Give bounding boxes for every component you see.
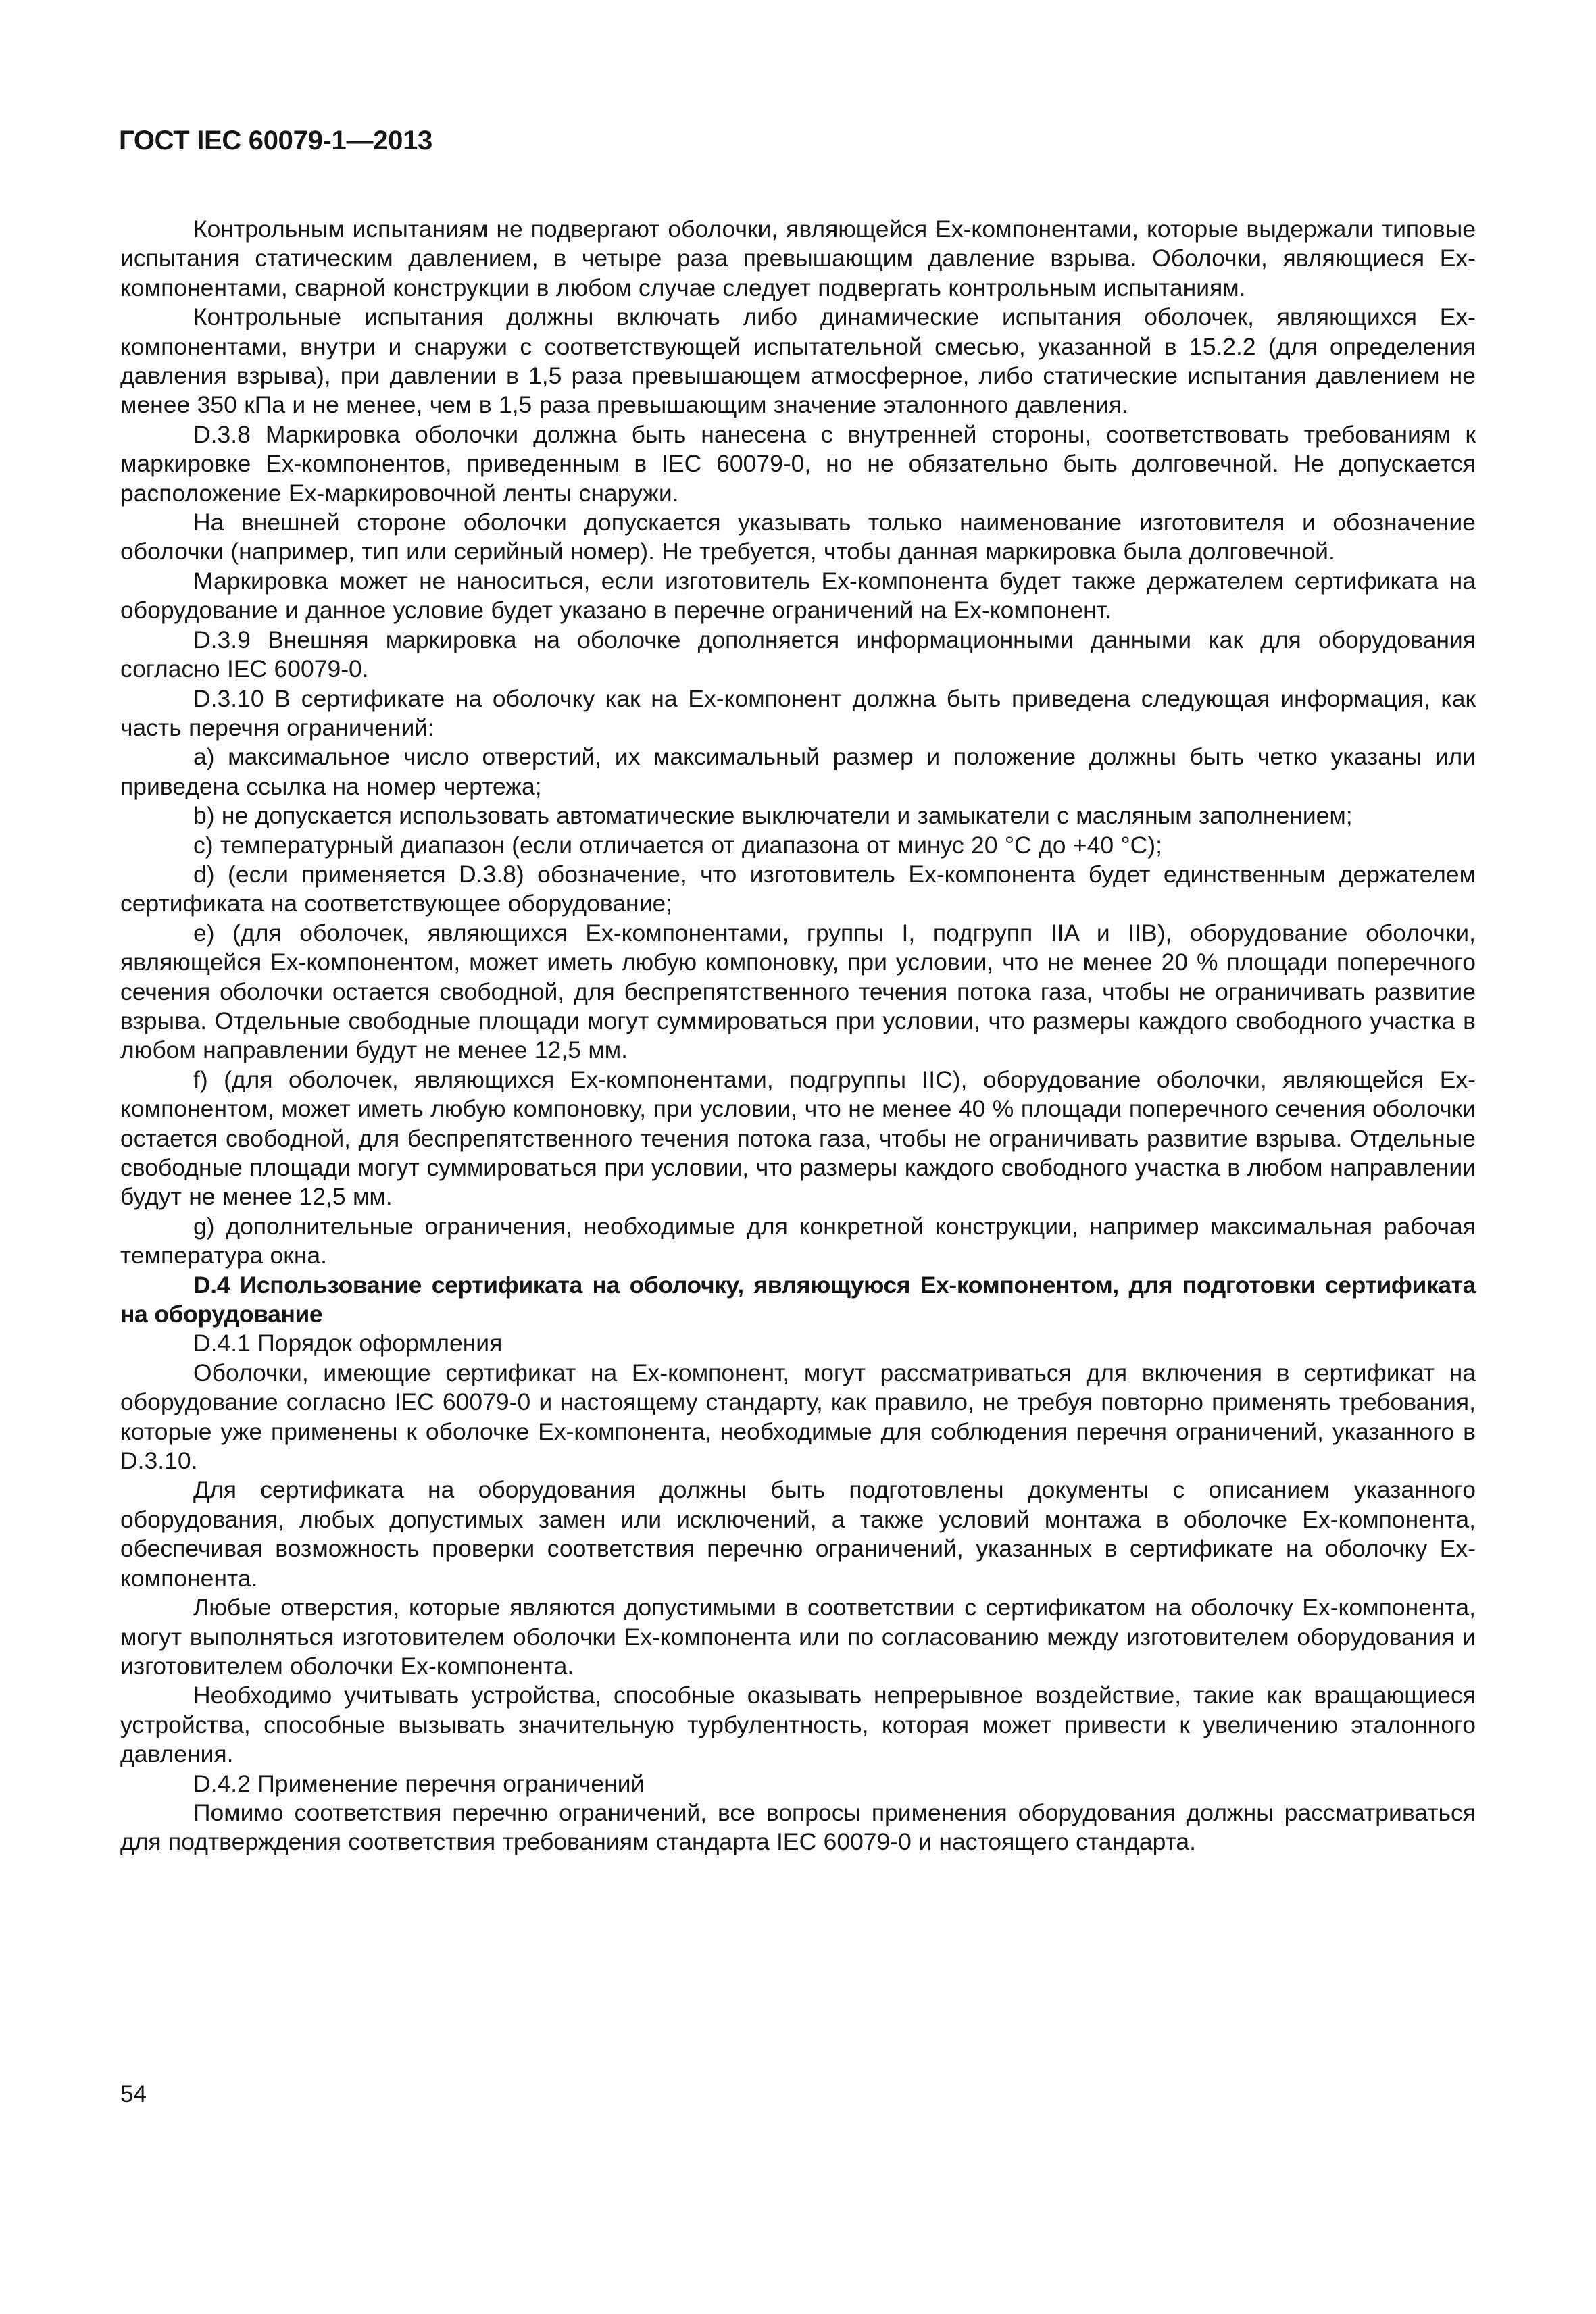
body-paragraph: e) (для оболочек, являющихся Ex-компонентами, группы I, подгрупп IIA и IIB), оборудование оболочки, являющейся Ex-компонентом, может иметь любую компоновку, при условии, что не менее 20 % площади поперечного сечения оболочки остается свободной, для беспрепятственного течения потока газа, чтобы не ограничивать развитие взрыва. Отдельные свободные площади могут суммироваться при условии, что размеры каждого свободного участка в любом направлении будут не менее 12,5 мм. <box>120 919 1476 1064</box>
body-paragraph: D.3.8 Маркировка оболочки должна быть нанесена с внутренней стороны, соответствовать требованиям к маркировке Ex-компонентов, приведенным в IEC 60079-0, но не обязательно быть долговечной. Не допускается расположение Ex-маркировочной ленты снаружи. <box>120 420 1476 507</box>
body-paragraph: Контрольным испытаниям не подвергают оболочки, являющейся Ex-компонентами, которые выдержали типовые испытания статическим давлением, в четыре раза превышающим давление взрыва. Оболочки, являющиеся Ex-компонентами, сварной конструкции в любом случае следует подвергать контрольным испытаниям. <box>120 216 1476 301</box>
document-body <box>120 215 1476 1857</box>
body-paragraph: Необходимо учитывать устройства, способные оказывать непрерывное воздействие, такие как вращающиеся устройства, способные вызывать значительную турбулентность, которая может привести к увеличению эталонного давления. <box>120 1682 1476 1768</box>
body-paragraph: g) дополнительные ограничения, необходимые для конкретной конструкции, например максимальная рабочая температура окна. <box>120 1212 1476 1269</box>
body-paragraph: Оболочки, имеющие сертификат на Ex-компонент, могут рассматриваться для включения в сертификат на оборудование согласно IEC 60079-0 и настоящему стандарту, как правило, не требуя повторно применять требования, которые уже применены к оболочке Ex-компонента, необходимые для соблюдения перечня ограничений, указанного в D.3.10. <box>120 1359 1476 1475</box>
body-paragraph: D.3.9 Внешняя маркировка на оболочке дополняется информационными данными как для оборудования согласно IEC 60079-0. <box>120 626 1476 683</box>
body-paragraph: Помимо соответствия перечню ограничений, все вопросы применения оборудования должны рассматриваться для подтверждения соответствия требованиям стандарта IEC 60079-0 и настоящего стандарта. <box>120 1799 1476 1856</box>
body-paragraph: c) температурный диапазон (если отличается от диапазона от минус 20 °С до +40 °С); <box>193 831 1162 859</box>
page-number: 54 <box>120 2081 147 2107</box>
body-paragraph: Контрольные испытания должны включать либо динамические испытания оболочек, являющихся Ex-компонентами, внутри и снаружи с соответствующей испытательной смесью, указанной в 15.2.2 (для определения давления взрыва), при давлении в 1,5 раза превышающем атмосферное, либо статические испытания давлением не менее 350 кПа и не менее, чем в 1,5 раза превышающим значение эталонного давления. <box>120 303 1476 419</box>
body-paragraph: D.4.2 Применение перечня ограничений <box>193 1769 645 1797</box>
body-paragraph: b) не допускается использовать автоматические выключатели и замыкатели с масляным заполнением; <box>193 802 1353 830</box>
body-paragraph: d) (если применяется D.3.8) обозначение, что изготовитель Ex-компонента будет единственным держателем сертификата на соответствующее оборудование; <box>120 860 1476 917</box>
standard-header: ГОСТ IEC 60079-1—2013 <box>119 126 432 155</box>
body-paragraph: Любые отверстия, которые являются допустимыми в соответствии с сертификатом на оболочку Ex-компонента, могут выполняться изготовителем оболочки Ex-компонента или по согласованию между изготовителем оборудования и изготовителем оболочки Ex-компонента. <box>120 1594 1476 1680</box>
body-paragraph: Маркировка может не наноситься, если изготовитель Ex-компонента будет также держателем сертификата на оборудование и данное условие будет указано в перечне ограничений на Ex-компонент. <box>120 567 1476 624</box>
body-paragraph: Для сертификата на оборудования должны быть подготовлены документы с описанием указанного оборудования, любых допустимых замен или исключений, а также условий монтажа в оболочке Ex-компонента, обеспечивая возможность проверки соответствия перечню ограничений, указанных в сертификате на оболочку Ex-компонента. <box>120 1476 1476 1592</box>
body-paragraph: D.4.1 Порядок оформления <box>193 1330 503 1357</box>
body-paragraph: a) максимальное число отверстий, их максимальный размер и положение должны быть четко указаны или приведена ссылка на номер чертежа; <box>120 743 1476 800</box>
body-paragraph: f) (для оболочек, являющихся Ex-компонентами, подгруппы IIC), оборудование оболочки, являющейся Ex-компонентом, может иметь любую компоновку, при условии, что не менее 40 % площади поперечного сечения оболочки остается свободной, для беспрепятственного течения потока газа, чтобы не ограничивать развитие взрыва. Отдельные свободные площади могут суммироваться при условии, что размеры каждого свободного участка в любом направлении будут не менее 12,5 мм. <box>120 1065 1476 1211</box>
body-paragraph: На внешней стороне оболочки допускается указывать только наименование изготовителя и обозначение оболочки (например, тип или серийный номер). Не требуется, чтобы данная маркировка была долговечной. <box>120 509 1476 565</box>
body-paragraph: D.3.10 В сертификате на оболочку как на Ex-компонент должна быть приведена следующая информация, как часть перечня ограничений: <box>120 684 1476 741</box>
section-heading: D.4 Использование сертификата на оболочку, являющуюся Ex-компонентом, для подготовки сертификата на оборудование <box>120 1271 1476 1328</box>
